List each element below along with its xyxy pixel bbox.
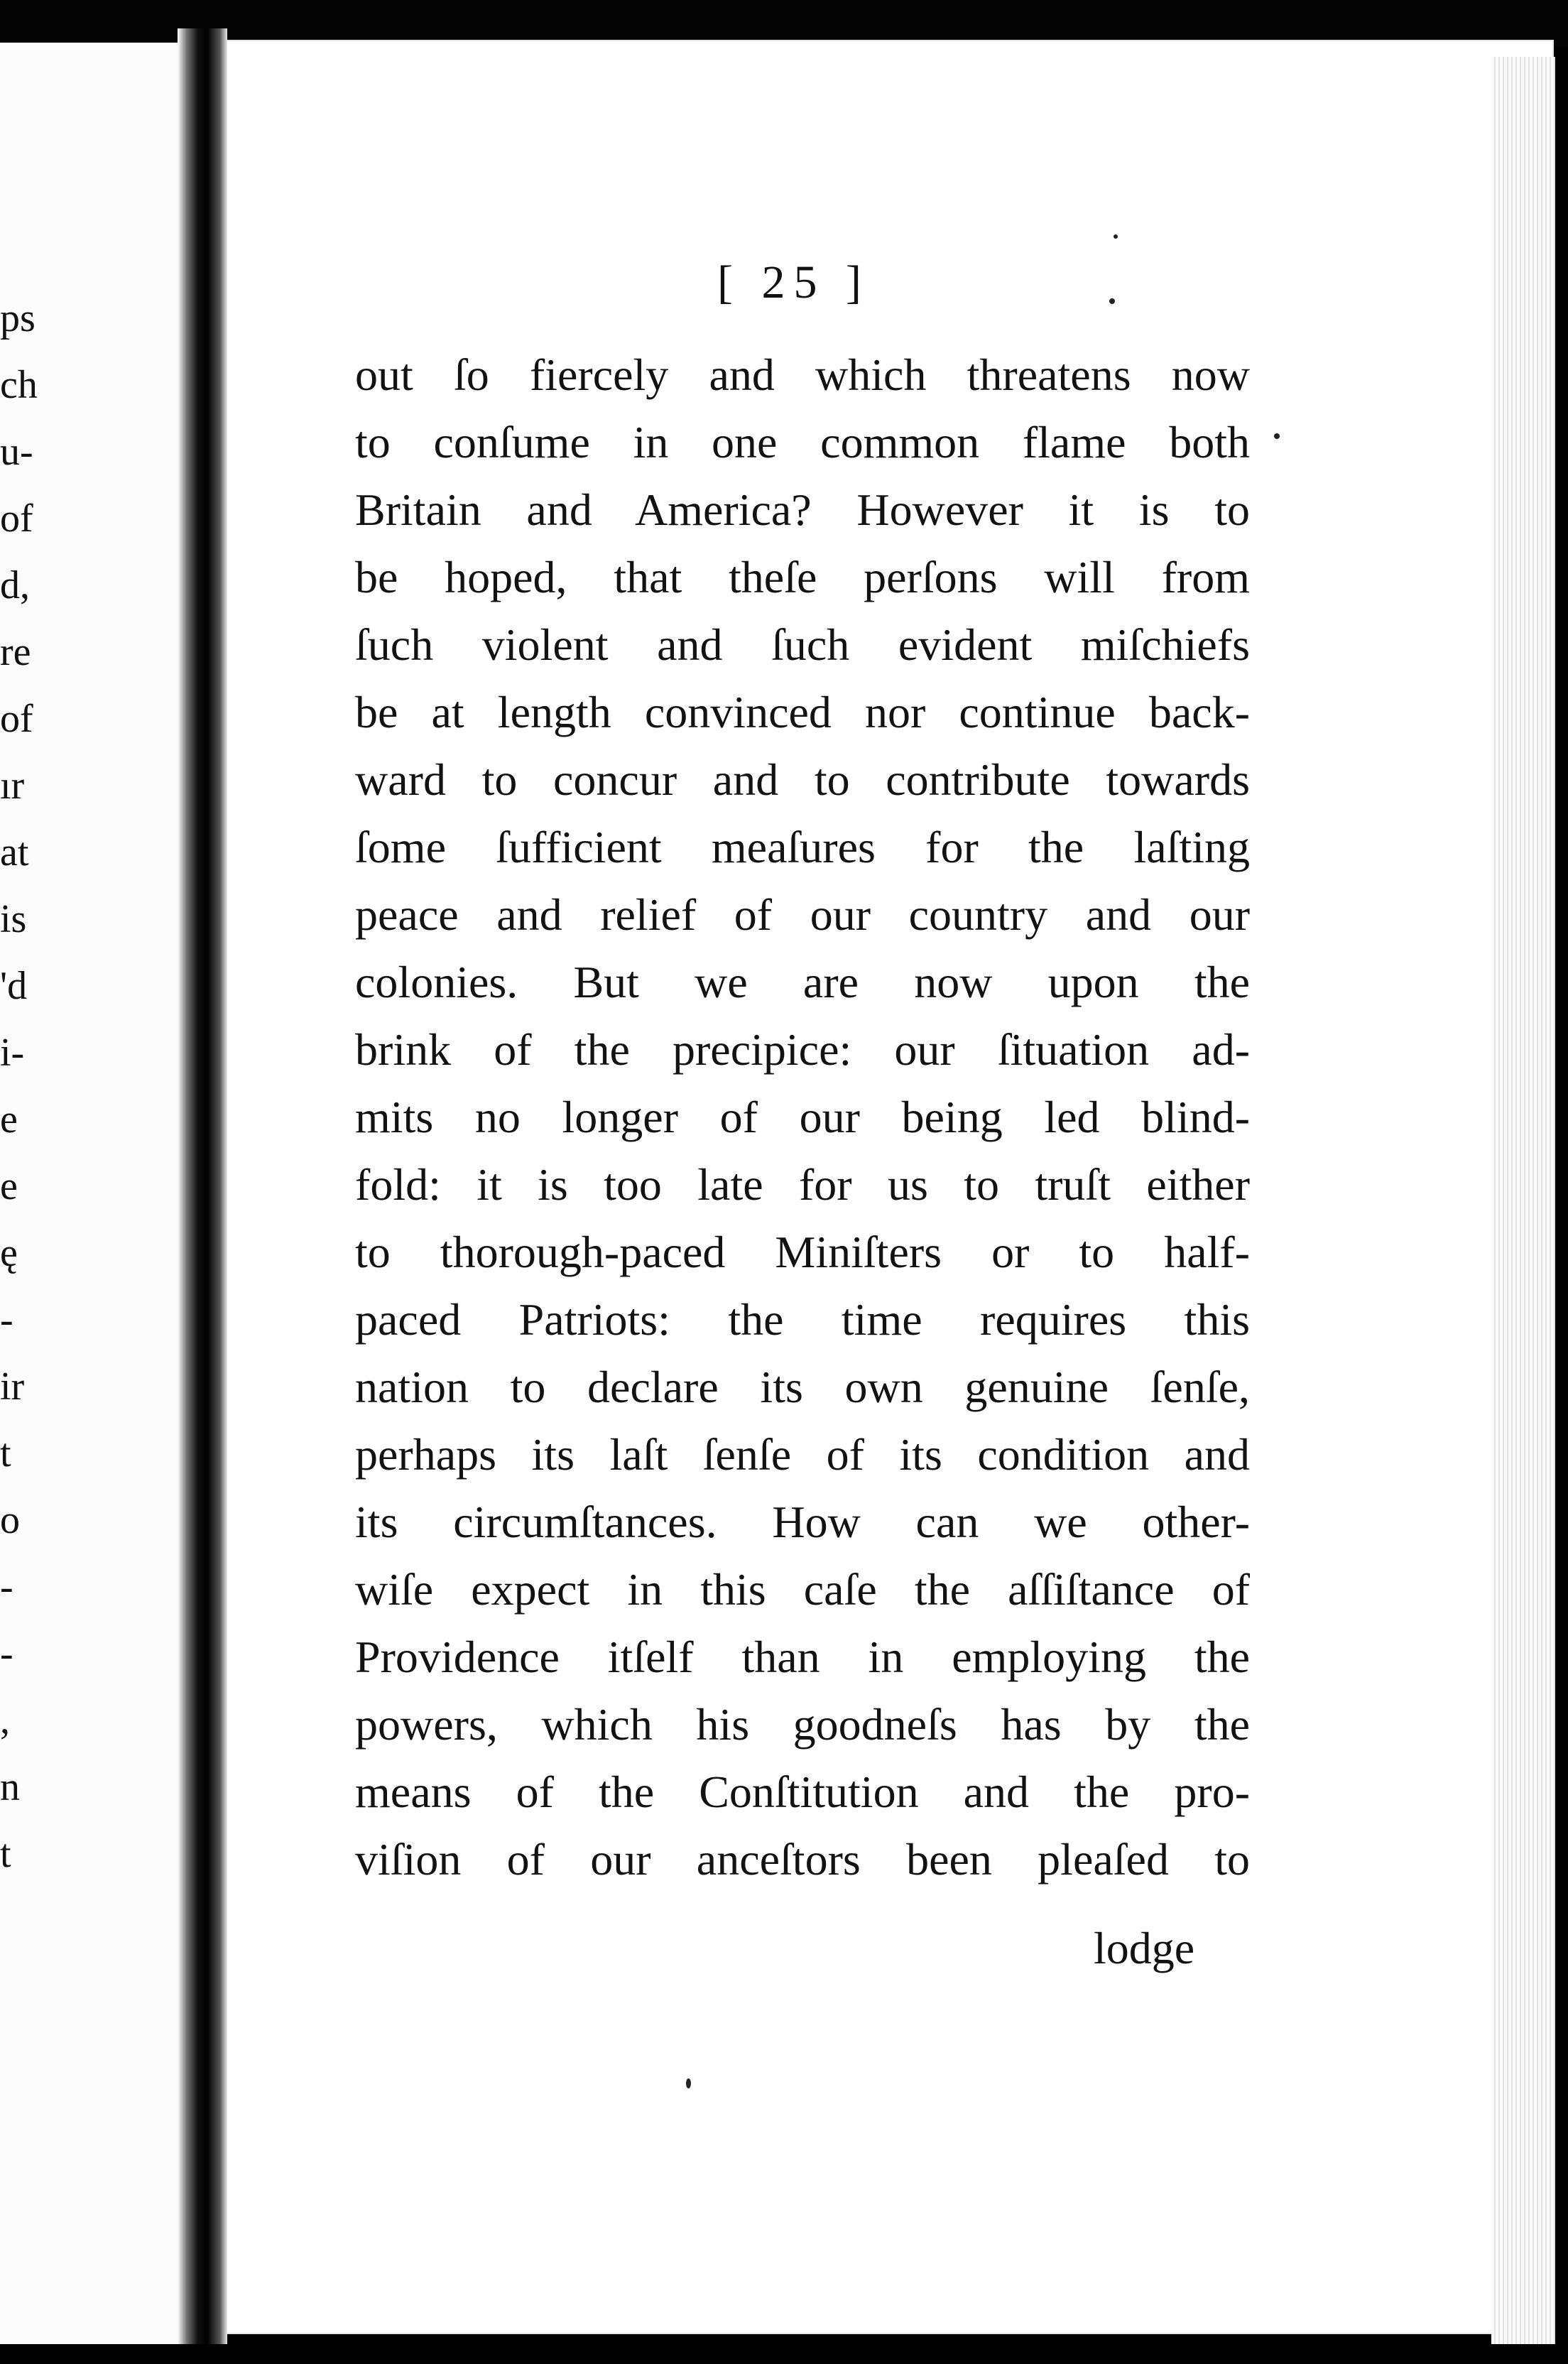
text-line: colonies. But we are now upon the: [355, 957, 1250, 1007]
page-body-text: [355, 341, 1250, 1893]
facing-page-fragment: ır: [0, 764, 25, 808]
facing-page-fragment: e: [0, 1164, 18, 1208]
facing-page-fragment: d,: [0, 563, 30, 607]
facing-page-fragment: i-: [0, 1031, 25, 1075]
facing-page-fragment: of: [0, 697, 33, 741]
ink-speck: [1274, 433, 1280, 439]
facing-page-fragment: re: [0, 630, 31, 674]
facing-page-fragment: -: [0, 1632, 13, 1676]
ink-speck: [1109, 298, 1115, 304]
facing-page-fragment: t: [0, 1431, 11, 1475]
facing-page-fragment: ch: [0, 363, 38, 407]
facing-page-fragment: e: [0, 1097, 18, 1142]
text-line: peace and relief of our country and our: [355, 889, 1250, 940]
text-line: to thorough-paced Miniſters or to half-: [355, 1227, 1250, 1277]
text-line: mits no longer of our being led blind-: [355, 1092, 1250, 1142]
text-line: wiſe expect in this caſe the aſſiſtance of: [355, 1564, 1250, 1615]
text-line: ward to concur and to contribute towards: [355, 754, 1250, 805]
ink-speck: [686, 2078, 691, 2088]
book-gutter: [178, 28, 227, 2364]
text-line: ſome ſufficient meaſures for the laſting: [355, 822, 1250, 872]
text-line: fold: it is too late for us to truſt either: [355, 1159, 1250, 1210]
facing-page-fragment: -: [0, 1565, 13, 1609]
text-line: out ſo fiercely and which threatens now: [355, 349, 1250, 400]
text-line: viſion of our anceſtors been pleaſed to: [355, 1834, 1250, 1885]
text-line: ſuch violent and ſuch evident miſchiefs: [355, 619, 1250, 670]
facing-page-fragment: 'd: [0, 964, 28, 1008]
facing-page-fragment: at: [0, 830, 29, 874]
facing-page-fragment: -: [0, 1298, 13, 1342]
text-line: to conſume in one common flame both: [355, 417, 1250, 467]
page-edge-stack: [1491, 57, 1555, 2344]
text-line: means of the Conſtitution and the pro-: [355, 1767, 1250, 1817]
facing-page-fragment: n: [0, 1765, 20, 1809]
text-line: nation to declare its own genuine ſenſe,: [355, 1362, 1250, 1412]
text-line: be at length convinced nor continue back-: [355, 687, 1250, 737]
facing-page-fragment: is: [0, 897, 27, 941]
facing-page-fragment: t: [0, 1832, 11, 1876]
text-line: be hoped, that theſe perſons will from: [355, 552, 1250, 602]
text-line: its circumſtances. How can we other-: [355, 1497, 1250, 1547]
text-line: Britain and America? However it is to: [355, 484, 1250, 535]
facing-page-fragment: of: [0, 497, 33, 541]
text-line: Providence itſelf than in employing the: [355, 1632, 1250, 1682]
scan-bottom-border: [0, 2344, 1568, 2364]
facing-page-fragment: ps: [0, 296, 36, 340]
text-line: powers, which his goodneſs has by the: [355, 1699, 1250, 1750]
page-number-header: [ 25 ]: [717, 256, 870, 308]
facing-page-fragment: u-: [0, 430, 33, 474]
ink-speck: [1114, 234, 1118, 239]
facing-page-fragment: o: [0, 1498, 20, 1542]
facing-page-fragment: ,: [0, 1698, 10, 1742]
facing-page-fragment: ir: [0, 1365, 25, 1409]
facing-page-left: [0, 43, 190, 2364]
text-line: paced Patriots: the time requires this: [355, 1294, 1250, 1345]
text-line: brink of the precipice: our ſituation ad-: [355, 1024, 1250, 1075]
facing-page-fragment: ę: [0, 1231, 18, 1275]
catchword: lodge: [1094, 1923, 1195, 1973]
text-line: perhaps its laſt ſenſe of its condition and: [355, 1429, 1250, 1480]
